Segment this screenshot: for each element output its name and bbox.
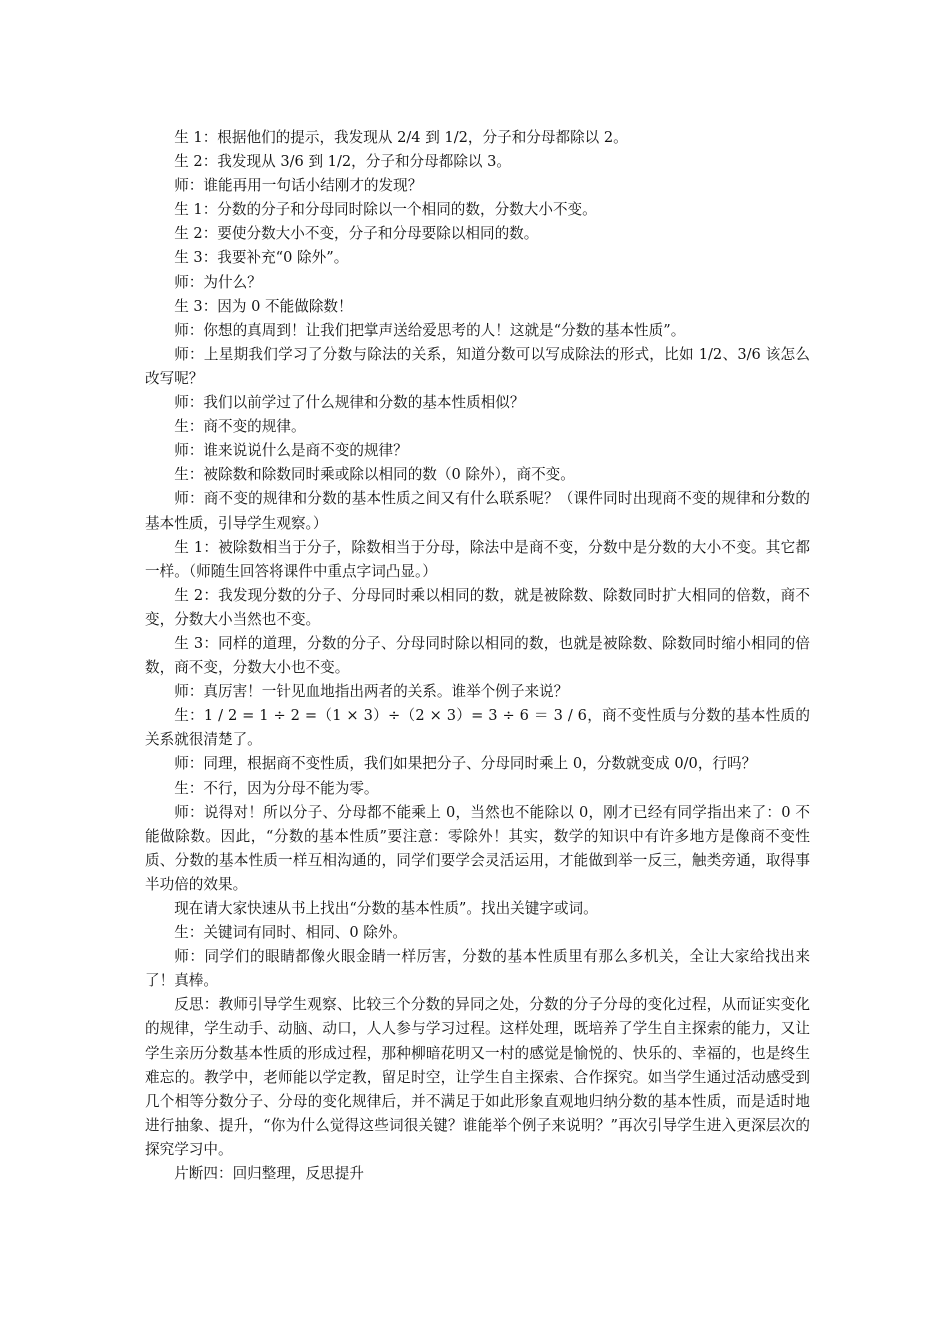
paragraph: 现在请大家快速从书上找出“分数的基本性质”。找出关键字或词。	[174, 900, 598, 917]
paragraph: 师：为什么？	[174, 273, 262, 291]
paragraph: 师：谁能再用一句话小结刚才的发现？	[174, 177, 423, 195]
paragraph: 师：说得对！所以分子、分母都不能乘上 0，当然也不能除以 0，刚才已经有同学指出来了：0 不能做除数。因此，“分数的基本性质”要注意：零除外！其实，数学的知识中有许多地方是像商不变性质、分数的基本性质一样互相沟通的，同学们要学会灵活运用，才能做到举一反三，触类旁通，取得事半功倍的效果。	[145, 803, 810, 893]
paragraph: 生 2：我发现分数的分子、分母同时乘以相同的数，就是被除数、除数同时扩大相同的倍数，商不变，分数大小当然也不变。	[145, 586, 810, 628]
paragraph: 生 2：我发现从 3/6 到 1/2，分子和分母都除以 3。	[174, 153, 512, 171]
paragraph: 生：被除数和除数同时乘或除以相同的数（0 除外），商不变。	[174, 466, 575, 484]
document-body	[145, 126, 810, 1186]
paragraph: 师：我们以前学过了什么规律和分数的基本性质相似？	[174, 394, 525, 412]
paragraph: 生 3：因为 0 不能做除数！	[174, 297, 353, 315]
paragraph: 生 1：分数的分子和分母同时除以一个相同的数，分数大小不变。	[174, 201, 597, 219]
paragraph: 生：不行，因为分母不能为零。	[174, 779, 379, 797]
paragraph: 师：同学们的眼睛都像火眼金睛一样厉害，分数的基本性质里有那么多机关，全让大家给找出来了！真棒。	[145, 948, 810, 990]
paragraph: 师：你想的真周到！让我们把掌声送给爱思考的人！这就是“分数的基本性质”。	[174, 321, 686, 339]
paragraph: 师：真厉害！一针见血地指出两者的关系。谁举个例子来说？	[174, 683, 569, 701]
paragraph: 生 3：我要补充“0 除外”。	[174, 249, 349, 267]
paragraph: 师：同理，根据商不变性质，我们如果把分子、分母同时乘上 0，分数就变成 0/0，行吗？	[174, 755, 757, 773]
paragraph: 生：1 / 2 = 1 ÷ 2 =（1 × 3）÷（2 × 3）= 3 ÷ 6 ＝ 3 / 6，商不变性质与分数的基本性质的关系就很清楚了。	[145, 707, 810, 749]
paragraph: 师：上星期我们学习了分数与除法的关系，知道分数可以写成除法的形式，比如 1/2、3/6 该怎么改写呢？	[145, 345, 810, 387]
paragraph: 师：商不变的规律和分数的基本性质之间又有什么联系呢？（课件同时出现商不变的规律和分数的基本性质，引导学生观察。）	[145, 490, 810, 532]
section-heading: 片断四：回归整理，反思提升	[174, 1165, 364, 1183]
paragraph: 生 1：根据他们的提示，我发现从 2/4 到 1/2，分子和分母都除以 2。	[174, 129, 628, 146]
paragraph: 生 2：要使分数大小不变，分子和分母要除以相同的数。	[174, 225, 539, 243]
paragraph: 生：关键词有同时、相同、0 除外。	[174, 924, 408, 942]
reflection-paragraph: 反思：教师引导学生观察、比较三个分数的异同之处，分数的分子分母的变化过程，从而证实变化的规律，学生动手、动脑、动口，人人参与学习过程。这样处理，既培养了学生自主探索的能力，又让学生亲历分数基本性质的形成过程，那种柳暗花明又一村的感觉是愉悦的、快乐的、幸福的，也是终生难忘的。教学中，老师能以学定教，留足时空，让学生自主探索、合作探究。如当学生通过活动感受到几个相等分数分子、分母的变化规律后，并不满足于如此形象直观地归纳分数的基本性质，而是适时地进行抽象、提升，“你为什么觉得这些词很关键？谁能举个例子来说明？”再次引导学生进入更深层次的探究学习中。	[145, 996, 810, 1158]
paragraph: 生 3：同样的道理，分数的分子、分母同时除以相同的数，也就是被除数、除数同时缩小相同的倍数，商不变，分数大小也不变。	[145, 634, 810, 677]
paragraph: 师：谁来说说什么是商不变的规律？	[174, 442, 408, 460]
paragraph: 生：商不变的规律。	[174, 418, 306, 436]
paragraph: 生 1：被除数相当于分子，除数相当于分母，除法中是商不变，分数中是分数的大小不变。其它都一样。（师随生回答将课件中重点字词凸显。）	[145, 538, 810, 580]
